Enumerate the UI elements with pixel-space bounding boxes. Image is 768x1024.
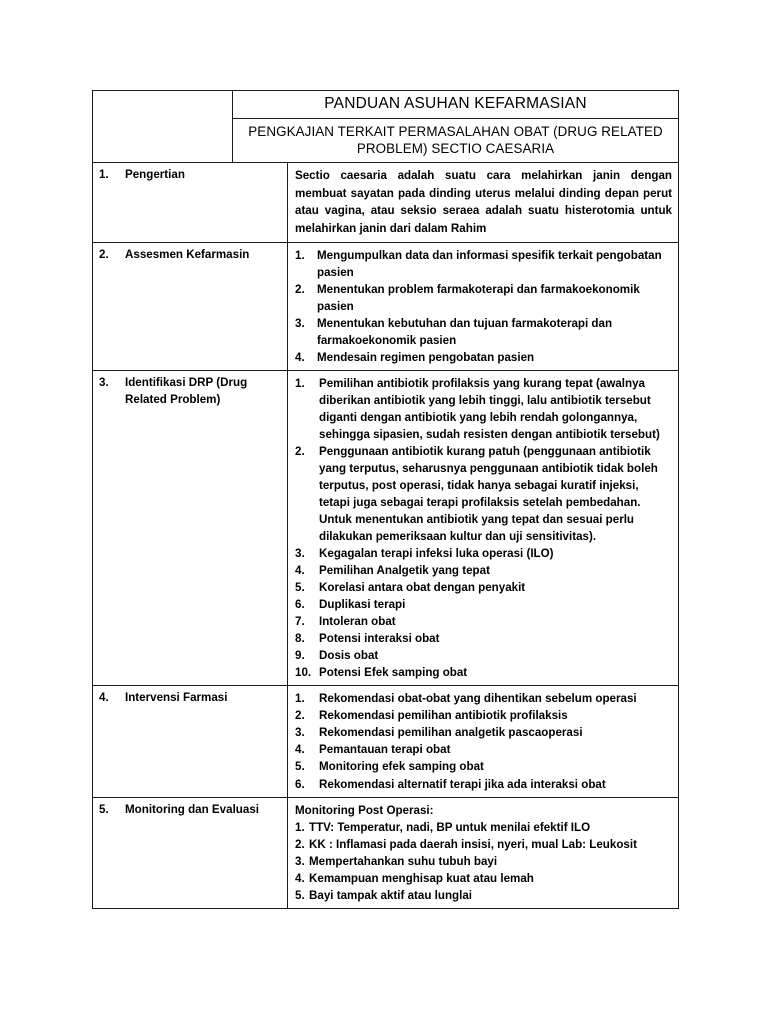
- list-item: [295, 545, 672, 562]
- clinical-pathway-table: [92, 90, 679, 909]
- row-number: 3.: [99, 375, 109, 389]
- list-item: [295, 819, 672, 836]
- row-label-assesmen-kefarmasin: [93, 242, 288, 370]
- list-item-number: 5.: [295, 581, 305, 595]
- list-item-number: 5.: [295, 888, 305, 902]
- list-item: [295, 375, 672, 443]
- page-subtitle: PENGKAJIAN TERKAIT PERMASALAHAN OBAT (DRUG RELATED PROBLEM) SECTIO CAESARIA: [233, 118, 679, 162]
- row-content-monitoring-evaluasi: [288, 797, 679, 908]
- list-item-number: 2.: [295, 837, 305, 851]
- list-item: [295, 596, 672, 613]
- list-item-text: Mendesain regimen pengobatan pasien: [317, 350, 535, 364]
- list-item-text: Menentukan problem farmakoterapi dan farmakoekonomik pasien: [317, 282, 640, 313]
- row-content-intervensi-farmasi: [288, 686, 679, 797]
- list-item-number: 3.: [295, 726, 305, 740]
- list-item: [295, 443, 672, 545]
- table-row: [93, 242, 679, 370]
- list-item-number: 7.: [295, 615, 305, 629]
- list-item: [295, 853, 672, 870]
- list-item: [295, 579, 672, 596]
- list-item: [295, 349, 672, 366]
- list-item-text: Potensi Efek samping obat: [319, 666, 468, 680]
- list-item-text: Kegagalan terapi infeksi luka operasi (ILO): [319, 547, 554, 561]
- list-item: [295, 758, 672, 775]
- list-item: [295, 315, 672, 349]
- row-label-pengertian: [93, 163, 288, 242]
- list-item-text: Dosis obat: [319, 649, 379, 663]
- list-item: [295, 836, 672, 853]
- list-item-text: Mempertahankan suhu tubuh bayi: [309, 854, 498, 868]
- row-label-intervensi-farmasi: [93, 686, 288, 797]
- list-item-text: Pemilihan Analgetik yang tepat: [319, 564, 490, 578]
- list-item-number: 2.: [295, 709, 305, 723]
- list-item: [295, 724, 672, 741]
- row-label-text: Pengertian: [125, 168, 185, 182]
- list-item: [295, 613, 672, 630]
- list-item-text: Rekomendasi alternatif terapi jika ada interaksi obat: [319, 777, 606, 791]
- monitoring-list: [295, 819, 672, 904]
- list-item-text: Intoleran obat: [319, 615, 396, 629]
- row-label-text: Assesmen Kefarmasin: [125, 247, 250, 261]
- list-item-number: 3.: [295, 316, 305, 330]
- list-item-text: Monitoring efek samping obat: [319, 760, 484, 774]
- list-item-text: Rekomendasi pemilihan antibiotik profilaksis: [319, 709, 568, 723]
- assesmen-list: [295, 247, 672, 366]
- row-content-pengertian: [288, 163, 679, 242]
- page-title: PANDUAN ASUHAN KEFARMASIAN: [233, 91, 679, 119]
- list-item-number: 1.: [295, 248, 305, 262]
- list-item-number: 2.: [295, 282, 305, 296]
- table-header-row-main: [93, 91, 679, 119]
- list-item-number: 4.: [295, 564, 305, 578]
- row-label-identifikasi-drp: [93, 370, 288, 686]
- monitoring-subheading: Monitoring Post Operasi:: [295, 803, 434, 817]
- list-item-text: Penggunaan antibiotik kurang patuh (penggunaan antibiotik yang terputus, seharusnya penggunaan antibiotik tidak boleh terputus, post operasi, tidak hanya sebagai kuratif injeksi, tetapi juga sebagai terapi profilaksis setelah pembedahan. Untuk menentukan antibiotik yang tepat dan sesuai perlu dilakukan pemeriksaan kultur dan uji sensitivitas).: [319, 444, 658, 544]
- definition-paragraph: Sectio caesaria adalah suatu cara melahirkan janin dengan membuat sayatan pada dinding uterus melalui dinding depan perut atau vagina, atau seksio seraea adalah suatu histerotomia untuk melahirkan janin dari dalam Rahim: [295, 169, 673, 235]
- list-item-number: 8.: [295, 632, 305, 646]
- list-item: [295, 281, 672, 315]
- header-logo-cell: [93, 91, 233, 163]
- list-item: [295, 776, 672, 793]
- list-item-number: 3.: [295, 547, 305, 561]
- drp-list: [295, 375, 672, 682]
- table-row: [93, 797, 679, 908]
- list-item: [295, 741, 672, 758]
- table-row: [93, 370, 679, 686]
- list-item: [295, 247, 672, 281]
- list-item-number: 1.: [295, 820, 305, 834]
- list-item-number: 4.: [295, 743, 305, 757]
- list-item-text: KK : Inflamasi pada daerah insisi, nyeri, mual Lab: Leukosit: [309, 837, 637, 851]
- list-item-number: 5.: [295, 760, 305, 774]
- list-item: [295, 887, 672, 904]
- row-number: 5.: [99, 802, 109, 816]
- list-item: [295, 562, 672, 579]
- intervensi-list: [295, 690, 672, 792]
- list-item-number: 6.: [295, 777, 305, 791]
- list-item-number: 3.: [295, 854, 305, 868]
- row-number: 4.: [99, 691, 109, 705]
- row-label-text: Monitoring dan Evaluasi: [125, 802, 259, 816]
- list-item-number: 1.: [295, 692, 305, 706]
- list-item: [295, 707, 672, 724]
- list-item-text: Menentukan kebutuhan dan tujuan farmakoterapi dan farmakoekonomik pasien: [317, 316, 613, 347]
- list-item-text: TTV: Temperatur, nadi, BP untuk menilai efektif ILO: [309, 820, 591, 834]
- list-item-number: 1.: [295, 376, 305, 390]
- table-row: [93, 163, 679, 242]
- list-item-number: 4.: [295, 871, 305, 885]
- row-content-identifikasi-drp: [288, 370, 679, 686]
- row-content-assesmen-kefarmasin: [288, 242, 679, 370]
- row-label-text: Identifikasi DRP (Drug Related Problem): [125, 375, 248, 406]
- list-item-text: Mengumpulkan data dan informasi spesifik terkait pengobatan pasien: [317, 248, 662, 279]
- list-item-number: 4.: [295, 350, 305, 364]
- row-number: 1.: [99, 168, 109, 182]
- list-item: [295, 630, 672, 647]
- list-item-text: Pemantauan terapi obat: [319, 743, 451, 757]
- list-item: [295, 664, 672, 681]
- list-item-number: 10.: [295, 666, 312, 680]
- list-item-text: Bayi tampak aktif atau lunglai: [309, 888, 473, 902]
- row-label-text: Intervensi Farmasi: [125, 691, 228, 705]
- row-label-monitoring-evaluasi: [93, 797, 288, 908]
- list-item: [295, 870, 672, 887]
- list-item-number: 9.: [295, 649, 305, 663]
- list-item-number: 6.: [295, 598, 305, 612]
- list-item: [295, 647, 672, 664]
- list-item-text: Rekomendasi pemilihan analgetik pascaoperasi: [319, 726, 583, 740]
- list-item-text: Potensi interaksi obat: [319, 632, 440, 646]
- list-item-text: Rekomendasi obat-obat yang dihentikan sebelum operasi: [319, 692, 637, 706]
- list-item: [295, 690, 672, 707]
- table-row: [93, 686, 679, 797]
- list-item-text: Kemampuan menghisap kuat atau lemah: [309, 871, 534, 885]
- row-number: 2.: [99, 247, 109, 261]
- list-item-number: 2.: [295, 444, 305, 458]
- list-item-text: Pemilihan antibiotik profilaksis yang kurang tepat (awalnya diberikan antibiotik yang lebih tinggi, lalu antibiotik tersebut diganti dengan antibiotik yang lebih rendah golongannya, sehingga sipasien, sudah resisten dengan antibiotik tersebut): [319, 376, 660, 441]
- list-item-text: Duplikasi terapi: [319, 598, 406, 612]
- list-item-text: Korelasi antara obat dengan penyakit: [319, 581, 526, 595]
